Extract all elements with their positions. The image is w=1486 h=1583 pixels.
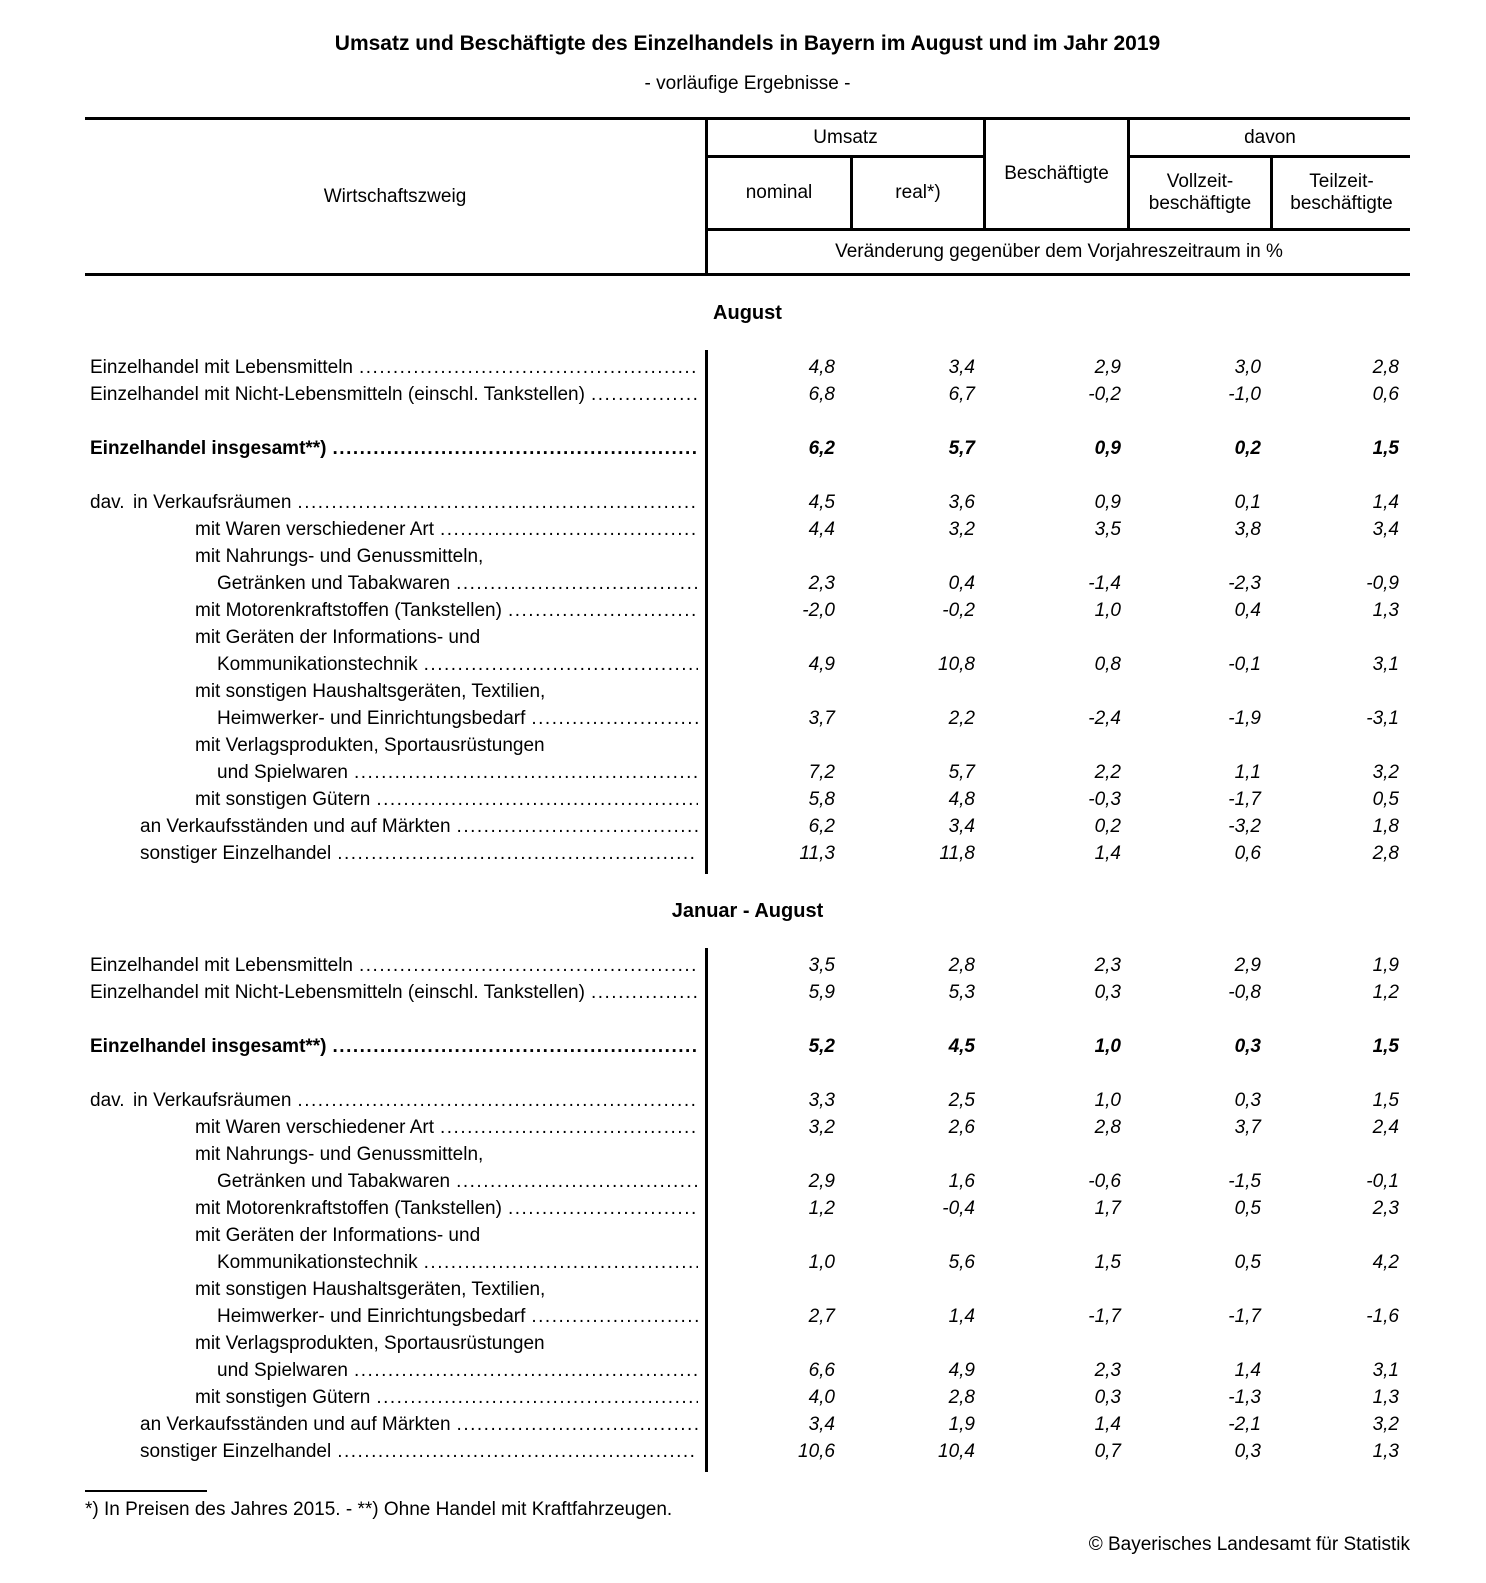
column-header-beschaeftigte-label: Beschäftigte [1004, 163, 1109, 184]
value-cell: -1,7 [1228, 789, 1261, 810]
row-label-cell [85, 543, 708, 570]
value-cell: 5,9 [808, 982, 835, 1003]
dotted-leader [451, 813, 698, 840]
row-label: mit Waren verschiedener Art [195, 519, 434, 540]
dotted-leader [353, 354, 698, 381]
row-label-cell [85, 705, 708, 732]
table-row [85, 732, 1410, 759]
value-cell: 1,2 [1372, 982, 1399, 1003]
row-label: Heimwerker- und Einrichtungsbedarf [217, 1306, 526, 1327]
section-rows [85, 350, 1410, 874]
value-cell: 1,5 [1372, 1090, 1399, 1111]
value-cell: -0,2 [1088, 384, 1121, 405]
table-row [85, 1087, 1410, 1114]
value-cell: 2,8 [1094, 1117, 1121, 1138]
row-label: Kommunikationstechnik [217, 654, 418, 675]
row-label: mit Nahrungs- und Genussmitteln, [195, 546, 484, 567]
value-cell: -1,6 [1366, 1306, 1399, 1327]
value-cell: 4,5 [948, 1036, 975, 1057]
row-label-cell [85, 1222, 708, 1249]
value-cell: 0,2 [1234, 438, 1261, 459]
value-cell: 0,5 [1372, 789, 1399, 810]
row-label-cell [85, 678, 708, 705]
table-row [85, 489, 1410, 516]
value-cell: 1,4 [1094, 843, 1121, 864]
column-header-beschaeftigte [983, 120, 1130, 231]
row-label-cell [85, 1411, 708, 1438]
row-label-cell [85, 1141, 708, 1168]
row-label: Kommunikationstechnik [217, 1252, 418, 1273]
value-cell: 0,1 [1234, 492, 1261, 513]
table-row [85, 624, 1410, 651]
dotted-leader [370, 786, 698, 813]
dotted-leader [327, 435, 698, 462]
row-label-cell [85, 1033, 708, 1060]
value-cell: 3,4 [948, 357, 975, 378]
value-cell: 0,3 [1234, 1036, 1261, 1057]
value-cell: 2,9 [808, 1171, 835, 1192]
row-label-cell [85, 840, 708, 867]
row-label-cell [85, 979, 708, 1006]
value-cell: 1,0 [1094, 600, 1121, 621]
row-label-cell [85, 1195, 708, 1222]
dotted-leader [451, 1411, 698, 1438]
table-row [85, 759, 1410, 786]
value-cell: -2,0 [802, 600, 835, 621]
value-cell: 10,4 [938, 1441, 975, 1462]
value-cell: 0,5 [1234, 1198, 1261, 1219]
value-cell: -1,0 [1228, 384, 1261, 405]
row-label: Einzelhandel mit Nicht-Lebensmitteln (einschl. Tankstellen) [90, 982, 585, 1003]
column-divider-line [705, 948, 708, 1472]
dotted-leader [525, 1303, 698, 1330]
value-cell: 2,3 [1094, 955, 1121, 976]
value-cell: -2,4 [1088, 708, 1121, 729]
row-label: sonstiger Einzelhandel [140, 1441, 332, 1462]
table-row [85, 435, 1410, 462]
value-cell: 3,7 [808, 708, 835, 729]
dotted-leader [291, 489, 698, 516]
value-cell: 3,5 [808, 955, 835, 976]
value-cell: 2,3 [1372, 1198, 1399, 1219]
value-cell: -1,7 [1088, 1306, 1121, 1327]
value-cell: -1,4 [1088, 573, 1121, 594]
column-header-nominal [708, 158, 850, 231]
row-label-cell [85, 570, 708, 597]
value-cell: 1,5 [1372, 438, 1399, 459]
table-row [85, 1249, 1410, 1276]
value-cell: 0,4 [948, 573, 975, 594]
row-label: Getränken und Tabakwaren [217, 573, 451, 594]
value-cell: 2,8 [948, 1387, 975, 1408]
value-cell: 2,5 [948, 1090, 975, 1111]
row-label-cell [85, 1168, 708, 1195]
table-body [85, 300, 1410, 1472]
dotted-leader [418, 1249, 698, 1276]
value-cell: -3,1 [1366, 708, 1399, 729]
dotted-leader [434, 1114, 698, 1141]
table-row [85, 381, 1410, 408]
section-2 [85, 898, 1410, 1472]
dotted-leader [291, 1087, 698, 1114]
row-label: mit Waren verschiedener Art [195, 1117, 434, 1138]
section-title: Januar - August [671, 900, 824, 922]
table-subheader-label: Veränderung gegenüber dem Vorjahreszeitraum in % [835, 241, 1283, 262]
value-cell: 2,3 [1094, 1360, 1121, 1381]
table-row [85, 1195, 1410, 1222]
table-row [85, 1222, 1410, 1249]
dotted-leader [585, 381, 698, 408]
row-label-cell [85, 354, 708, 381]
value-cell: 7,2 [808, 762, 835, 783]
row-label-cell [85, 624, 708, 651]
value-cell: 3,3 [808, 1090, 835, 1111]
table-row [85, 1384, 1410, 1411]
row-label-cell [85, 1357, 708, 1384]
row-label-cell [85, 813, 708, 840]
dotted-leader [450, 570, 698, 597]
value-cell: 0,9 [1094, 438, 1121, 459]
table-row [85, 952, 1410, 979]
value-cell: 3,2 [948, 519, 975, 540]
value-cell: 4,8 [948, 789, 975, 810]
value-cell: 0,8 [1094, 654, 1121, 675]
row-label-cell [85, 1114, 708, 1141]
dotted-leader [353, 952, 698, 979]
table-header [85, 117, 1410, 276]
row-label: mit sonstigen Haushaltsgeräten, Textilien, [195, 1279, 546, 1300]
value-cell: 1,0 [808, 1252, 835, 1273]
value-cell: 0,3 [1234, 1090, 1261, 1111]
dotted-leader [348, 759, 698, 786]
row-label: sonstiger Einzelhandel [140, 843, 332, 864]
table-row [85, 543, 1410, 570]
value-cell: -0,1 [1366, 1171, 1399, 1192]
table-row [85, 1411, 1410, 1438]
value-cell: 0,7 [1094, 1441, 1121, 1462]
row-label-cell [85, 1384, 708, 1411]
column-group-davon-label: davon [1244, 126, 1296, 148]
row-label-cell [85, 651, 708, 678]
value-cell: 2,4 [1372, 1117, 1399, 1138]
value-cell: 11,3 [799, 843, 835, 864]
document-content [85, 30, 1410, 1558]
value-cell: 1,3 [1372, 1441, 1399, 1462]
section-title: August [713, 302, 782, 324]
value-cell: 3,2 [1372, 1414, 1399, 1435]
value-cell: 5,7 [948, 762, 975, 783]
table-row [85, 1357, 1410, 1384]
value-cell: 2,3 [808, 573, 835, 594]
value-cell: 1,0 [1094, 1036, 1121, 1057]
row-label: und Spielwaren [217, 1360, 348, 1381]
dotted-leader [348, 1357, 698, 1384]
spacer-row [85, 462, 1410, 489]
table-row [85, 354, 1410, 381]
value-cell: -1,5 [1228, 1171, 1261, 1192]
dotted-leader [327, 1033, 698, 1060]
row-label: an Verkaufsständen und auf Märkten [140, 816, 451, 837]
dotted-leader [502, 1195, 698, 1222]
table-row [85, 570, 1410, 597]
value-cell: 4,8 [808, 357, 835, 378]
value-cell: 0,3 [1094, 1387, 1121, 1408]
value-cell: 4,2 [1372, 1252, 1399, 1273]
section-1 [85, 300, 1410, 874]
value-cell: 0,6 [1372, 384, 1399, 405]
value-cell: 3,6 [948, 492, 975, 513]
value-cell: -0,1 [1228, 654, 1261, 675]
column-header-nominal-label: nominal [745, 182, 813, 203]
column-divider-line [705, 350, 708, 874]
row-label: in Verkaufsräumen [133, 1090, 292, 1111]
value-cell: 3,0 [1234, 357, 1261, 378]
row-prefix: dav. [90, 492, 125, 513]
row-label-cell [85, 489, 708, 516]
table-row [85, 786, 1410, 813]
table-row [85, 1330, 1410, 1357]
value-cell: 1,3 [1372, 1387, 1399, 1408]
value-cell: -2,3 [1228, 573, 1261, 594]
table-row [85, 705, 1410, 732]
value-cell: 3,1 [1372, 654, 1399, 675]
table-row [85, 1303, 1410, 1330]
row-label: in Verkaufsräumen [133, 492, 292, 513]
value-cell: 5,7 [948, 438, 975, 459]
table-row [85, 979, 1410, 1006]
value-cell: -1,9 [1228, 708, 1261, 729]
row-label-cell [85, 786, 708, 813]
value-cell: 1,1 [1234, 762, 1261, 783]
value-cell: 0,3 [1094, 982, 1121, 1003]
section-rows [85, 948, 1410, 1472]
row-label: mit Geräten der Informations- und [195, 627, 481, 648]
value-cell: 3,2 [1372, 762, 1399, 783]
column-header-wirtschaftszweig [85, 120, 708, 273]
value-cell: 1,2 [808, 1198, 835, 1219]
table-row [85, 1276, 1410, 1303]
column-group-umsatz [708, 120, 983, 158]
footnote-text: *) In Preisen des Jahres 2015. - **) Ohne Handel mit Kraftfahrzeugen. [85, 1499, 673, 1520]
table-row [85, 1168, 1410, 1195]
footnote-rule [85, 1490, 207, 1492]
row-label-cell [85, 1276, 708, 1303]
row-label: mit Verlagsprodukten, Sportausrüstungen [195, 1333, 545, 1354]
row-label: mit Motorenkraftstoffen (Tankstellen) [195, 1198, 502, 1219]
value-cell: 3,2 [808, 1117, 835, 1138]
row-label-cell [85, 516, 708, 543]
row-label-cell [85, 732, 708, 759]
dotted-leader [331, 1438, 698, 1465]
value-cell: 4,0 [808, 1387, 835, 1408]
value-cell: 6,8 [808, 384, 835, 405]
row-label: mit Verlagsprodukten, Sportausrüstungen [195, 735, 545, 756]
value-cell: 1,4 [1372, 492, 1399, 513]
value-cell: 5,2 [808, 1036, 835, 1057]
value-cell: 10,8 [938, 654, 975, 675]
row-label-cell [85, 759, 708, 786]
value-cell: 1,5 [1372, 1036, 1399, 1057]
value-cell: 3,4 [948, 816, 975, 837]
row-label: mit Geräten der Informations- und [195, 1225, 481, 1246]
value-cell: -1,7 [1228, 1306, 1261, 1327]
row-label: und Spielwaren [217, 762, 348, 783]
row-label: mit sonstigen Haushaltsgeräten, Textilien, [195, 681, 546, 702]
row-label: mit sonstigen Gütern [195, 789, 371, 810]
value-cell: 6,2 [808, 816, 835, 837]
row-prefix: dav. [90, 1090, 125, 1111]
value-cell: 3,4 [808, 1414, 835, 1435]
value-cell: 3,4 [1372, 519, 1399, 540]
table-row [85, 1033, 1410, 1060]
value-cell: 2,2 [948, 708, 975, 729]
row-label-cell [85, 1438, 708, 1465]
value-cell: -0,6 [1088, 1171, 1121, 1192]
dotted-leader [418, 651, 698, 678]
value-cell: 4,5 [808, 492, 835, 513]
copyright-text: © Bayerisches Landesamt für Statistik [1088, 1534, 1410, 1555]
value-cell: -2,1 [1228, 1414, 1261, 1435]
column-header-teilzeit [1270, 158, 1410, 231]
row-label: Getränken und Tabakwaren [217, 1171, 451, 1192]
row-label-cell [85, 381, 708, 408]
row-label: Einzelhandel mit Lebensmitteln [90, 955, 353, 976]
value-cell: 6,2 [808, 438, 835, 459]
dotted-leader [585, 979, 698, 1006]
value-cell: 0,6 [1234, 843, 1261, 864]
value-cell: 4,9 [808, 654, 835, 675]
value-cell: 6,6 [808, 1360, 835, 1381]
value-cell: 0,9 [1094, 492, 1121, 513]
row-label: Einzelhandel insgesamt**) [90, 438, 327, 459]
dotted-leader [434, 516, 698, 543]
row-label-cell [85, 1249, 708, 1276]
row-label: Heimwerker- und Einrichtungsbedarf [217, 708, 526, 729]
value-cell: 0,5 [1234, 1252, 1261, 1273]
value-cell: 2,6 [948, 1117, 975, 1138]
row-label: mit Motorenkraftstoffen (Tankstellen) [195, 600, 502, 621]
value-cell: 2,7 [808, 1306, 835, 1327]
row-label: mit Nahrungs- und Genussmitteln, [195, 1144, 484, 1165]
value-cell: 6,7 [948, 384, 975, 405]
value-cell: 1,4 [1094, 1414, 1121, 1435]
row-label: Einzelhandel mit Lebensmitteln [90, 357, 353, 378]
spacer-row [85, 408, 1410, 435]
value-cell: 3,5 [1094, 519, 1121, 540]
value-cell: 2,9 [1234, 955, 1261, 976]
table-row [85, 678, 1410, 705]
value-cell: 3,8 [1234, 519, 1261, 540]
value-cell: -1,3 [1228, 1387, 1261, 1408]
row-label-cell [85, 952, 708, 979]
dotted-leader [502, 597, 698, 624]
spacer-row [85, 1006, 1410, 1033]
value-cell: 10,6 [798, 1441, 835, 1462]
dotted-leader [525, 705, 698, 732]
value-cell: -0,4 [942, 1198, 975, 1219]
row-label: Einzelhandel mit Nicht-Lebensmitteln (einschl. Tankstellen) [90, 384, 585, 405]
table-row [85, 651, 1410, 678]
value-cell: 0,2 [1094, 816, 1121, 837]
row-label-cell [85, 1087, 708, 1114]
value-cell: 2,9 [1094, 357, 1121, 378]
value-cell: 1,8 [1372, 816, 1399, 837]
value-cell: 1,9 [1372, 955, 1399, 976]
table-row [85, 1141, 1410, 1168]
row-label: mit sonstigen Gütern [195, 1387, 371, 1408]
value-cell: 0,4 [1234, 600, 1261, 621]
column-group-umsatz-label: Umsatz [813, 126, 878, 148]
table-row [85, 516, 1410, 543]
page-title: Umsatz und Beschäftigte des Einzelhandels in Bayern im August und im Jahr 2019 [334, 32, 1161, 55]
column-header-vollzeit-label: Vollzeit- beschäftigte [1148, 171, 1252, 214]
value-cell: 2,8 [948, 955, 975, 976]
value-cell: 3,7 [1234, 1117, 1261, 1138]
value-cell: -0,8 [1228, 982, 1261, 1003]
value-cell: 5,6 [948, 1252, 975, 1273]
value-cell: 2,8 [1372, 843, 1399, 864]
value-cell: 4,9 [948, 1360, 975, 1381]
dotted-leader [450, 1168, 698, 1195]
table-row [85, 1438, 1410, 1465]
value-cell: 0,3 [1234, 1441, 1261, 1462]
value-cell: 2,2 [1094, 762, 1121, 783]
table-row [85, 840, 1410, 867]
row-label-cell [85, 597, 708, 624]
page-subtitle: - vorläufige Ergebnisse - [644, 73, 851, 94]
row-label-cell [85, 1330, 708, 1357]
value-cell: 11,8 [939, 843, 975, 864]
value-cell: 1,9 [948, 1414, 975, 1435]
row-label: Einzelhandel insgesamt**) [90, 1036, 327, 1057]
column-header-teilzeit-label: Teilzeit- beschäftigte [1290, 171, 1393, 214]
value-cell: 1,3 [1372, 600, 1399, 621]
value-cell: -3,2 [1228, 816, 1261, 837]
column-group-davon [1130, 120, 1410, 158]
value-cell: -0,3 [1088, 789, 1121, 810]
value-cell: 5,3 [948, 982, 975, 1003]
value-cell: 1,5 [1094, 1252, 1121, 1273]
value-cell: 3,1 [1372, 1360, 1399, 1381]
table-row [85, 597, 1410, 624]
value-cell: -0,2 [942, 600, 975, 621]
row-label-cell [85, 1303, 708, 1330]
dotted-leader [331, 840, 698, 867]
row-label-cell [85, 435, 708, 462]
value-cell: 1,4 [948, 1306, 975, 1327]
dotted-leader [370, 1384, 698, 1411]
spacer-row [85, 1060, 1410, 1087]
table-subheader [708, 231, 1410, 273]
column-header-vollzeit [1130, 158, 1270, 231]
value-cell: 2,8 [1372, 357, 1399, 378]
value-cell: 4,4 [808, 519, 835, 540]
value-cell: 1,0 [1094, 1090, 1121, 1111]
column-header-wirtschaftszweig-label: Wirtschaftszweig [323, 185, 467, 207]
row-label: an Verkaufsständen und auf Märkten [140, 1414, 451, 1435]
value-cell: 1,6 [948, 1171, 975, 1192]
value-cell: -0,9 [1366, 573, 1399, 594]
column-header-real-label: real*) [895, 182, 941, 203]
table-row [85, 1114, 1410, 1141]
column-header-real [850, 158, 983, 231]
table-row [85, 813, 1410, 840]
value-cell: 5,8 [808, 789, 835, 810]
value-cell: 1,4 [1234, 1360, 1261, 1381]
value-cell: 1,7 [1094, 1198, 1121, 1219]
